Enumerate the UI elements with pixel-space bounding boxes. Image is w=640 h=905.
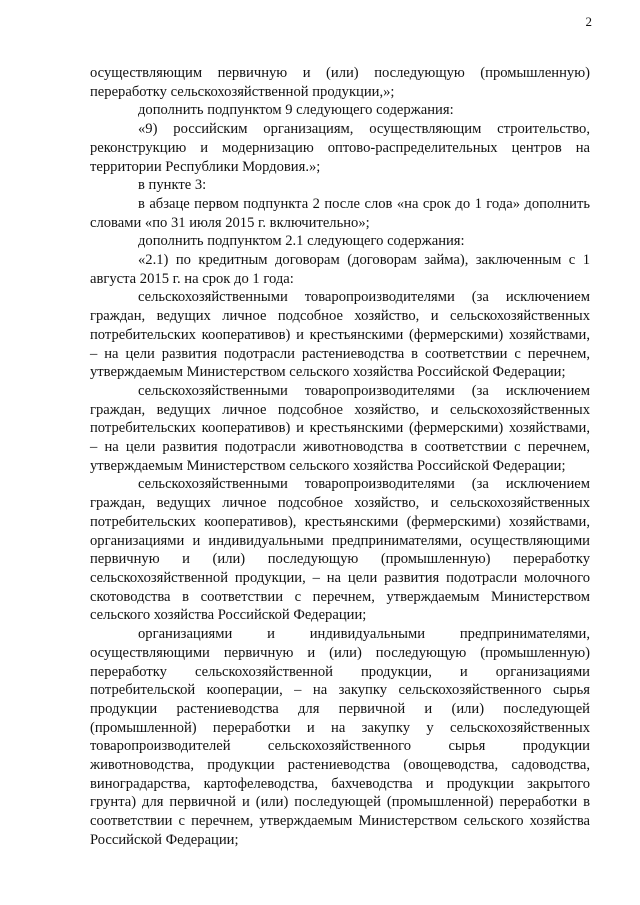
paragraph: сельскохозяйственными товаропроизводителями (за исключением граждан, ведущих личное подсобное хозяйство, и сельскохозяйственных потребительских кооперативов), крестьянскими (фермерскими) хозяйствами, организациями и индивидуальными предпринимателями, осуществляющими первичную и (или) последующую (промышленную) переработку сельскохозяйственной продукции, – на цели развития подотрасли молочного скотоводства в соответствии с перечнем, утверждаемым Министерством сельского хозяйства Российской Федерации; bbox=[90, 476, 590, 624]
paragraph: «9) российским организациям, осуществляющим строительство, реконструкцию и модернизацию оптово-распределительных центров на территории Республики Мордовия.»; bbox=[90, 121, 590, 175]
paragraph: организациями и индивидуальными предпринимателями, осуществляющими первичную и (или) последующую (промышленную) переработку сельскохозяйственной продукции, и организациями потребительской кооперации, – на закупку сельскохозяйственного сырья продукции растениеводства для первичной и (или) последующей (промышленной) переработки и на закупку у сельскохозяйственных товаропроизводителей сельскохозяйственного сырья продукции животноводства, продукции растениеводства (овощеводства, садоводства, виноградарства, картофелеводства, бахчеводства и продукции закрытого грунта) для первичной и (или) последующей (промышленной) переработки в соответствии с перечнем, утверждаемым Министерством сельского хозяйства Российской Федерации; bbox=[90, 626, 590, 848]
paragraph: сельскохозяйственными товаропроизводителями (за исключением граждан, ведущих личное подсобное хозяйство, и сельскохозяйственных потребительских кооперативов) и крестьянскими (фермерскими) хозяйствами, – на цели развития подотрасли животноводства в соответствии с перечнем, утверждаемым Министерством сельского хозяйства Российской Федерации; bbox=[90, 382, 590, 474]
document-body bbox=[90, 64, 590, 850]
paragraph: дополнить подпунктом 2.1 следующего содержания: bbox=[138, 233, 465, 250]
page-number: 2 bbox=[585, 14, 592, 29]
paragraph: в абзаце первом подпункта 2 после слов «на срок до 1 года» дополнить словами «по 31 июля 2015 г. включительно»; bbox=[90, 195, 590, 231]
paragraph: «2.1) по кредитным договорам (договорам займа), заключенным с 1 августа 2015 г. на срок до 1 года: bbox=[90, 252, 590, 287]
paragraph: сельскохозяйственными товаропроизводителями (за исключением граждан, ведущих личное подсобное хозяйство, и сельскохозяйственных потребительских кооперативов) и крестьянскими (фермерскими) хозяйствами, – на цели развития подотрасли растениеводства в соответствии с перечнем, утверждаемым Министерством сельского хозяйства Российской Федерации; bbox=[90, 289, 590, 381]
paragraph: в пункте 3: bbox=[138, 177, 207, 194]
paragraph: дополнить подпунктом 9 следующего содержания: bbox=[138, 102, 454, 119]
paragraph: осуществляющим первичную и (или) последующую (промышленную) переработку сельскохозяйственной продукции,»; bbox=[90, 65, 590, 100]
